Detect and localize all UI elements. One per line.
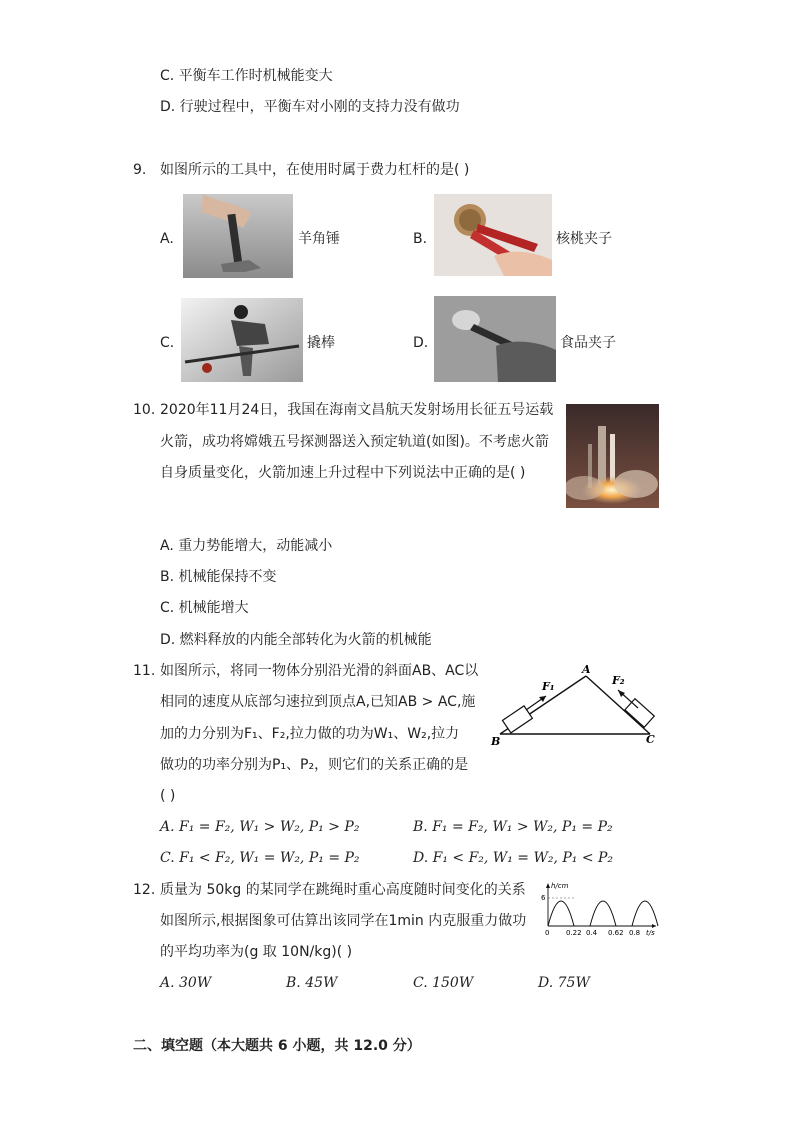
- rocket-launch-photo: [566, 404, 659, 508]
- q12-stem-line-2: 如图所示,根据图象可估算出该同学在1min 内克服重力做功: [160, 913, 527, 929]
- vertex-b-label: B: [491, 735, 501, 748]
- q10-stem-line-2: 火箭，成功将嫦娥五号探测器送入预定轨道(如图)。不考虑火箭: [160, 434, 549, 450]
- claw-hammer-photo: [183, 194, 293, 278]
- q10-option-b: B. 机械能保持不变: [160, 569, 277, 585]
- force-f2-label: F₂: [612, 674, 625, 687]
- q12-stem-line-1: 质量为 50kg 的某同学在跳绳时重心高度随时间变化的关系: [160, 882, 526, 898]
- q12-option-c: C. 150W: [413, 975, 474, 991]
- incline-diagram: [488, 662, 664, 748]
- q9-number: 9.: [133, 162, 147, 178]
- force-f1-label: F₁: [542, 680, 555, 693]
- q9-option-b-label: 核桃夹子: [556, 231, 612, 247]
- q8-option-c: C. 平衡车工作时机械能变大: [160, 68, 333, 84]
- q10-option-a: A. 重力势能增大，动能减小: [160, 538, 333, 554]
- q10-option-c: C. 机械能增大: [160, 600, 249, 616]
- q12-option-d: D. 75W: [538, 975, 590, 991]
- q9-option-a-label: 羊角锤: [298, 231, 340, 247]
- section-heading-fill-in: 二、填空题（本大题共 6 小题，共 12.0 分）: [133, 1038, 421, 1054]
- block-on-ac: [625, 699, 654, 728]
- graph-y-axis-label: h/cm: [551, 882, 569, 890]
- q8-option-d: D. 行驶过程中，平衡车对小刚的支持力没有做功: [160, 99, 460, 115]
- graph-x-tick: 0.4: [586, 929, 598, 936]
- q12-number: 12.: [133, 882, 156, 898]
- graph-x-tick: 0.8: [629, 929, 641, 936]
- q10-number: 10.: [133, 402, 156, 418]
- q11-stem-line-5: ( ): [160, 788, 176, 804]
- graph-x-axis-label: t/s: [646, 929, 655, 936]
- crowbar-photo: [181, 298, 303, 382]
- q11-stem-line-2: 相同的速度从底部匀速拉到顶点A,已知AB > AC,施: [160, 694, 476, 710]
- q12-option-a: A. 30W: [160, 975, 212, 991]
- vertex-a-label: A: [582, 663, 591, 676]
- graph-y-tick: 6: [541, 894, 546, 902]
- q9-option-c-letter: C.: [160, 335, 175, 351]
- q9-option-b-letter: B.: [413, 231, 428, 247]
- q11-option-b: B. F₁ = F₂, W₁ > W₂, P₁ = P₂: [413, 819, 613, 835]
- q10-stem-line-1: 2020年11月24日，我国在海南文昌航天发射场用长征五号运载: [160, 402, 554, 418]
- q10-stem-line-3: 自身质量变化，火箭加速上升过程中下列说法中正确的是( ): [160, 465, 526, 481]
- q9-option-d-label: 食品夹子: [560, 335, 616, 351]
- q11-stem-line-4: 做功的功率分别为P₁、P₂，则它们的关系正确的是: [160, 757, 469, 773]
- q10-option-d: D. 燃料释放的内能全部转化为火箭的机械能: [160, 632, 432, 648]
- height-time-graph: [538, 880, 660, 936]
- walnut-cracker-photo: [434, 194, 552, 276]
- food-tongs-photo: [434, 296, 556, 382]
- q12-option-b: B. 45W: [286, 975, 338, 991]
- graph-x-tick: 0.22: [566, 929, 582, 936]
- q11-stem-line-3: 加的力分别为F₁、F₂,拉力做的功为W₁、W₂,拉力: [160, 726, 460, 742]
- q9-option-a-letter: A.: [160, 231, 174, 247]
- vertex-c-label: C: [646, 733, 655, 746]
- q9-option-c-label: 撬棒: [307, 335, 335, 351]
- q11-option-a: A. F₁ = F₂, W₁ > W₂, P₁ > P₂: [160, 819, 360, 835]
- q9-stem: 如图所示的工具中，在使用时属于费力杠杆的是( ): [160, 162, 470, 178]
- q11-stem-line-1: 如图所示，将同一物体分别沿光滑的斜面AB、AC以: [160, 663, 479, 679]
- q11-number: 11.: [133, 663, 156, 679]
- graph-x-tick: 0.62: [608, 929, 624, 936]
- q12-stem-line-3: 的平均功率为(g 取 10N/kg)( ): [160, 944, 353, 960]
- q11-option-c: C. F₁ < F₂, W₁ = W₂, P₁ = P₂: [160, 850, 360, 866]
- graph-x-tick: 0: [545, 929, 550, 936]
- q9-option-d-letter: D.: [413, 335, 429, 351]
- q11-option-d: D. F₁ < F₂, W₁ = W₂, P₁ < P₂: [413, 850, 614, 866]
